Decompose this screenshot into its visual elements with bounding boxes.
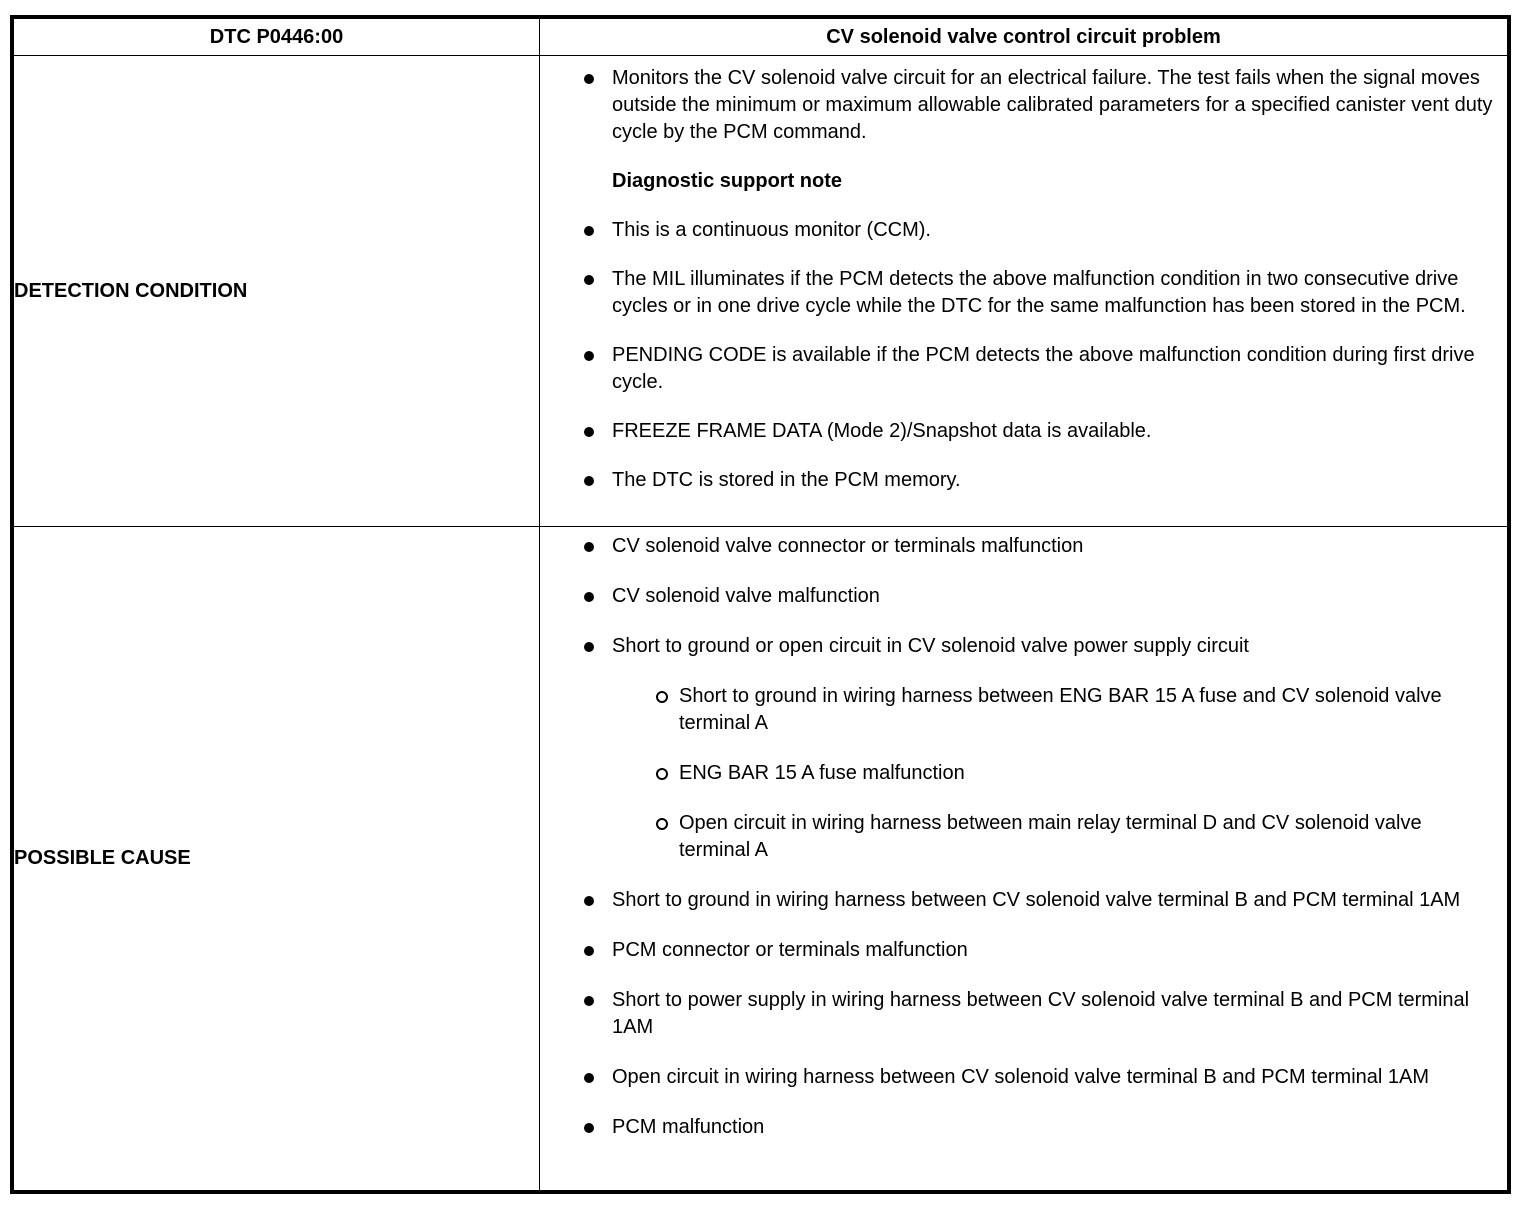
bullet-icon xyxy=(584,542,594,552)
sub-list-item xyxy=(612,683,1493,737)
list-item xyxy=(540,418,1507,445)
note-text: FREEZE FRAME DATA (Mode 2)/Snapshot data is available. xyxy=(612,420,1152,442)
bullet-icon xyxy=(584,592,594,602)
cause-text: PCM malfunction xyxy=(612,1116,765,1138)
note-text: PENDING CODE is available if the PCM detects the above malfunction condition during first drive cycle. xyxy=(612,344,1475,393)
hollow-bullet-icon xyxy=(656,691,668,703)
possible-cause-row xyxy=(14,527,1508,1191)
diagnostic-support-note-title: Diagnostic support note xyxy=(612,170,842,192)
detection-list xyxy=(540,65,1507,146)
cause-text: Short to ground in wiring harness between CV solenoid valve terminal B and PCM terminal 1AM xyxy=(612,889,1461,911)
bullet-icon xyxy=(584,1123,594,1133)
list-item xyxy=(540,1114,1507,1141)
bullet-icon xyxy=(584,996,594,1006)
list-item xyxy=(540,937,1507,964)
list-item xyxy=(540,266,1507,320)
cause-text: CV solenoid valve malfunction xyxy=(612,585,880,607)
bullet-icon xyxy=(584,74,594,84)
bullet-icon xyxy=(584,896,594,906)
list-item xyxy=(540,987,1507,1041)
cause-text: Short to ground or open circuit in CV solenoid valve power supply circuit xyxy=(612,635,1249,657)
detection-body xyxy=(540,56,1508,527)
dtc-code: DTC P0446:00 xyxy=(14,19,540,56)
sub-list-item xyxy=(612,760,1493,787)
bullet-icon xyxy=(584,226,594,236)
bullet-icon xyxy=(584,1073,594,1083)
note-text: This is a continuous monitor (CCM). xyxy=(612,219,931,241)
dtc-table xyxy=(13,18,1508,1191)
bullet-icon xyxy=(584,427,594,437)
sub-cause-text: ENG BAR 15 A fuse malfunction xyxy=(679,762,965,784)
list-item xyxy=(540,217,1507,244)
sub-cause-text: Open circuit in wiring harness between main relay terminal D and CV solenoid valve terminal A xyxy=(679,812,1422,861)
cause-sublist xyxy=(612,683,1493,864)
diagnostic-notes-list xyxy=(540,217,1507,494)
sub-cause-text: Short to ground in wiring harness between ENG BAR 15 A fuse and CV solenoid valve terminal A xyxy=(679,685,1442,734)
bullet-icon xyxy=(584,476,594,486)
detection-description: Monitors the CV solenoid valve circuit for an electrical failure. The test fails when the signal moves outside the minimum or maximum allowable calibrated parameters for a specified canister vent duty cycle by the PCM command. xyxy=(612,67,1493,143)
list-item xyxy=(540,1064,1507,1091)
cause-text: CV solenoid valve connector or terminals malfunction xyxy=(612,535,1084,557)
hollow-bullet-icon xyxy=(656,818,668,830)
detection-row xyxy=(14,56,1508,527)
bullet-icon xyxy=(584,946,594,956)
note-text: The DTC is stored in the PCM memory. xyxy=(612,469,961,491)
header-row xyxy=(14,19,1508,56)
hollow-bullet-icon xyxy=(656,768,668,780)
list-item xyxy=(540,887,1507,914)
bullet-icon xyxy=(584,642,594,652)
cause-text: Open circuit in wiring harness between CV solenoid valve terminal B and PCM terminal 1AM xyxy=(612,1066,1430,1088)
list-item xyxy=(540,533,1507,560)
bullet-icon xyxy=(584,275,594,285)
cause-text: PCM connector or terminals malfunction xyxy=(612,939,968,961)
dtc-title: CV solenoid valve control circuit problem xyxy=(540,19,1508,56)
cause-list xyxy=(540,533,1507,1141)
sub-list-item xyxy=(612,810,1493,864)
list-item xyxy=(540,65,1507,146)
list-item xyxy=(540,583,1507,610)
list-item xyxy=(540,467,1507,494)
list-item xyxy=(540,342,1507,396)
possible-cause-label: POSSIBLE CAUSE xyxy=(14,527,540,1191)
note-text: The MIL illuminates if the PCM detects the above malfunction condition in two consecutive drive cycles or in one drive cycle while the DTC for the same malfunction has been stored in the PCM. xyxy=(612,268,1466,317)
bullet-icon xyxy=(584,351,594,361)
cause-text: Short to power supply in wiring harness between CV solenoid valve terminal B and PCM terminal 1AM xyxy=(612,989,1470,1038)
list-item xyxy=(540,633,1507,864)
dtc-sheet xyxy=(10,15,1511,1194)
detection-label: DETECTION CONDITION xyxy=(14,56,540,527)
possible-cause-body xyxy=(540,527,1508,1191)
